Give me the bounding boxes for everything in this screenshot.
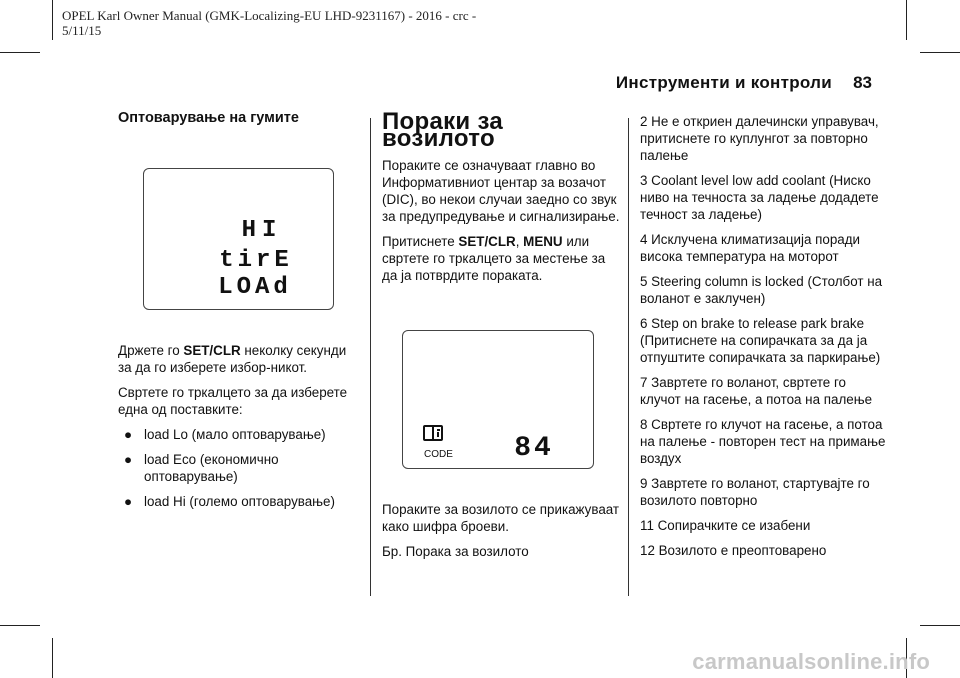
info-book-icon [424,426,442,440]
column-vehicle-messages [382,108,622,292]
list-item: ● load Hi (големо оптоварување) [124,494,335,509]
column-divider [628,118,629,596]
vehicle-messages-para3: Пораките за возилото се прикажуваат како шифра броеви. [382,502,620,534]
tire-load-options [118,426,358,510]
list-item: 6 Step on brake to release park brake (Притиснете на сопирачката за да ја отпуштите сопирачката за паркирање) [640,316,881,365]
vehicle-messages-para1: Пораките се означуваат главно во Информативниот центар за возачот (DIC), во некои случаи заедно со звук за предупредување и сигнализирање. [382,158,620,224]
tire-load-para2: Свртете го тркалцето за да изберете една од поставките: [118,385,348,417]
tire-load-heading: Оптоварување на гумите [118,110,299,126]
crop-mark [920,52,960,53]
tire-load-para1: Држете го SET/CLR неколку секунди за да го изберете избор-никот. [118,343,347,375]
crop-mark [0,52,40,53]
list-item: 11 Сопирачките се изабени [640,518,811,533]
list-item: 7 Завртете го воланот, свртете го клучот на гасење, а потоа на палење [640,375,873,407]
vehicle-messages-para4: Бр. Порака за возилото [382,544,529,559]
code-label: CODE [424,449,453,460]
list-item: 2 Не е откриен далечински управувач, притиснете го куплунгот за повторно палење [640,114,879,163]
message-code-display [402,330,594,469]
section-title: Инструменти и контроли [615,73,832,92]
print-info [62,8,476,38]
list-item: 12 Возилото е преоптоварено [640,543,827,558]
print-info-line2: 5/11/15 [62,23,102,38]
crop-mark [52,638,53,678]
display-line-hi: HI [241,217,283,244]
list-item: 5 Steering column is locked (Столбот на воланот е заклучен) [640,274,883,306]
column-message-list [640,113,890,567]
page-number: 83 [853,73,872,92]
crop-mark [0,625,40,626]
set-clr-key: SET/CLR [458,234,516,249]
message-code-display-graphic [403,331,593,468]
tire-load-display-graphic [144,169,333,309]
set-clr-key: SET/CLR [183,343,241,358]
column-tire-load [118,110,358,127]
display-line-load: LOAd [218,274,292,301]
crop-mark [906,0,907,40]
list-item: ● load Lo (мало оптоварување) [124,427,326,442]
vehicle-messages-heading: Пораки за возилото [382,108,504,152]
list-item: ● load Eco (економично оптоварување) [124,452,279,484]
menu-key: MENU [523,234,563,249]
crop-mark [52,0,53,40]
list-item: 3 Coolant level low add coolant (Ниско ниво на течноста за ладење додадете течност за ладење) [640,173,879,222]
tire-load-display [143,168,334,310]
display-line-tire: tirE [219,247,293,274]
crop-mark [920,625,960,626]
column-divider [370,118,371,596]
list-item: 4 Исклучена климатизација поради висока температура на моторот [640,232,861,264]
watermark: carmanualsonline.info [692,649,930,674]
column-vehicle-messages-body [382,501,622,568]
list-item: 9 Завртете го воланот, стартувајте го возилото повторно [640,476,870,508]
code-value: 84 [514,433,554,464]
list-item: 8 Свртете го клучот на гасење, а потоа на палење - повторен тест на примање воздух [640,417,886,466]
column-tire-load-body [118,342,358,518]
vehicle-messages-para2: Притиснете SET/CLR, MENU или свртете го тркалцето за местење за да ја потврдите пораката. [382,234,606,283]
print-info-line1: OPEL Karl Owner Manual (GMK-Localizing-EU LHD-9231167) - 2016 - crc - [62,8,477,23]
